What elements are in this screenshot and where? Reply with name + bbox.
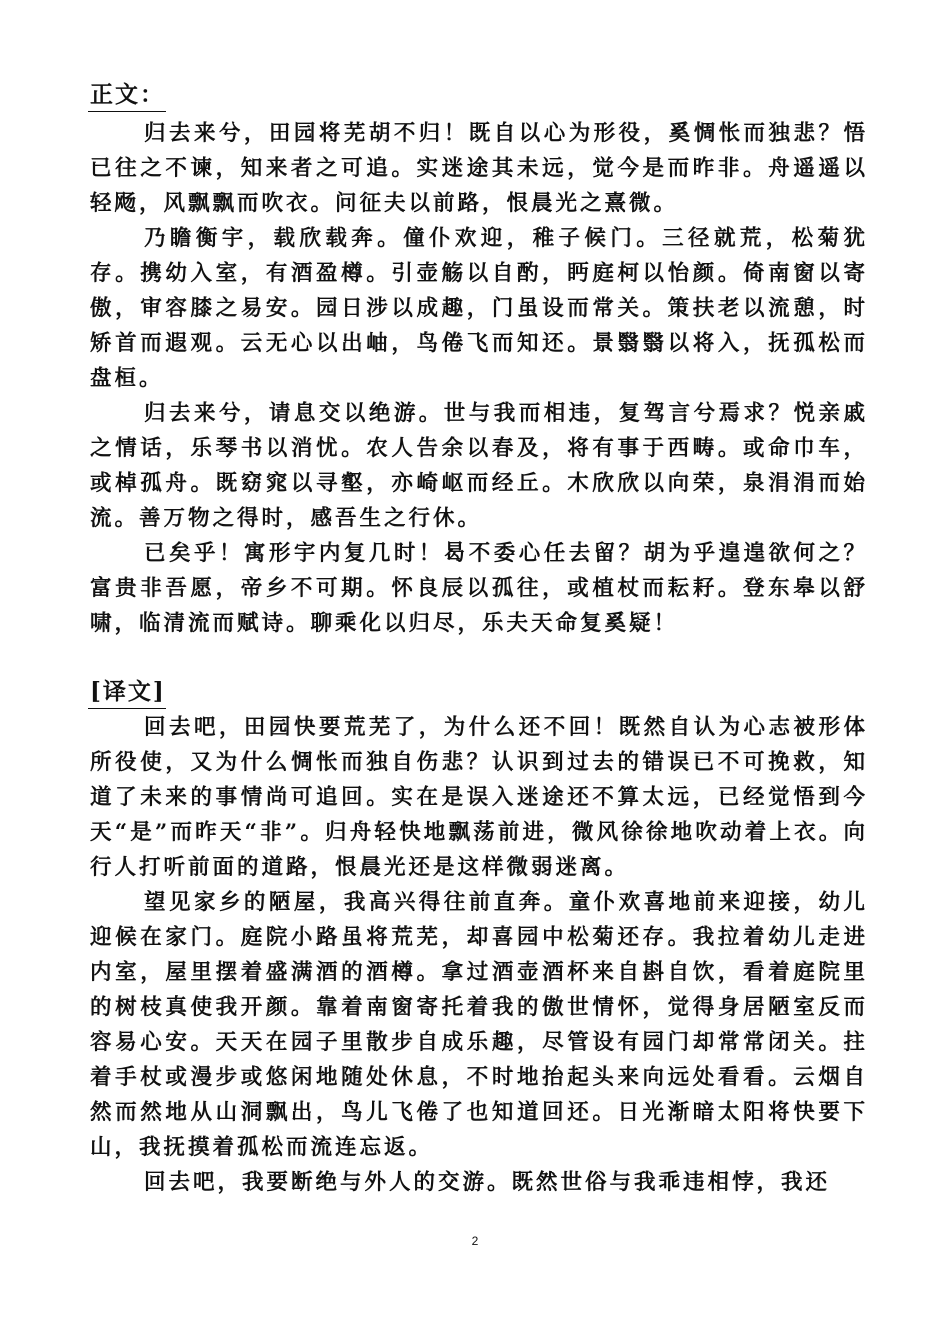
- page-number: 2: [471, 1234, 479, 1248]
- original-paragraph-1: 归去来兮，田园将芜胡不归！既自以心为形役，奚惆怅而独悲？悟已往之不谏，知来者之可追。实迷途其未远，觉今是而昨非。舟遥遥以轻飏，风飘飘而吹衣。问征夫以前路，恨晨光之熹微。: [90, 121, 868, 216]
- section-heading-translation: [译文]: [90, 678, 166, 705]
- original-paragraph-2: 乃瞻衡宇，载欣载奔。僮仆欢迎，稚子候门。三径就荒，松菊犹存。携幼入室，有酒盈樽。引壶觞以自酌，眄庭柯以怡颜。倚南窗以寄傲，审容膝之易安。园日涉以成趣，门虽设而常关。策扶老以流憩，时矫首而遐观。云无心以出岫，鸟倦飞而知还。景翳翳以将入，抚孤松而盘桓。: [90, 226, 868, 391]
- heading-underline: [88, 708, 166, 709]
- section-heading-original: 正文：: [90, 81, 165, 108]
- original-paragraph-3: 归去来兮，请息交以绝游。世与我而相违，复驾言兮焉求？悦亲戚之情话，乐琴书以消忧。农人告余以春及，将有事于西畴。或命巾车，或棹孤舟。既窈窕以寻壑，亦崎岖而经丘。木欣欣以向荣，泉涓涓而始流。善万物之得时，感吾生之行休。: [90, 401, 868, 531]
- original-paragraph-4: 已矣乎！寓形宇内复几时！曷不委心任去留？胡为乎遑遑欲何之？富贵非吾愿，帝乡不可期。怀良辰以孤往，或植杖而耘耔。登东皋以舒啸，临清流而赋诗。聊乘化以归尽，乐夫天命复奚疑！: [90, 541, 868, 636]
- translation-paragraph-2: 望见家乡的陋屋，我高兴得往前直奔。童仆欢喜地前来迎接，幼儿迎候在家门。庭院小路虽将荒芜，却喜园中松菊还存。我拉着幼儿走进内室，屋里摆着盛满酒的酒樽。拿过酒壶酒杯来自斟自饮，看着庭院里的树枝真使我开颜。靠着南窗寄托着我的傲世情怀，觉得身居陋室反而容易心安。天天在园子里散步自成乐趣，尽管设有园门却常常闭关。拄着手杖或漫步或悠闲地随处休息，不时地抬起头来向远处看看。云烟自然而然地从山洞飘出，鸟儿飞倦了也知道回还。日光渐暗太阳将快要下山，我抚摸着孤松而流连忘返。: [90, 890, 868, 1160]
- translation-paragraph-3: 回去吧，我要断绝与外人的交游。既然世俗与我乖违相悖，我还: [144, 1170, 831, 1195]
- heading-underline: [88, 111, 166, 112]
- translation-paragraph-1: 回去吧，田园快要荒芜了，为什么还不回！既然自认为心志被形体所役使，又为什么惆怅而独自伤悲？认识到过去的错误已不可挽救，知道了未来的事情尚可追回。实在是误入迷途还不算太远，已经觉悟到今天“是”而昨天“非”。归舟轻快地飘荡前进，微风徐徐地吹动着上衣。向行人打听前面的道路，恨晨光还是这样微弱迷离。: [90, 715, 868, 880]
